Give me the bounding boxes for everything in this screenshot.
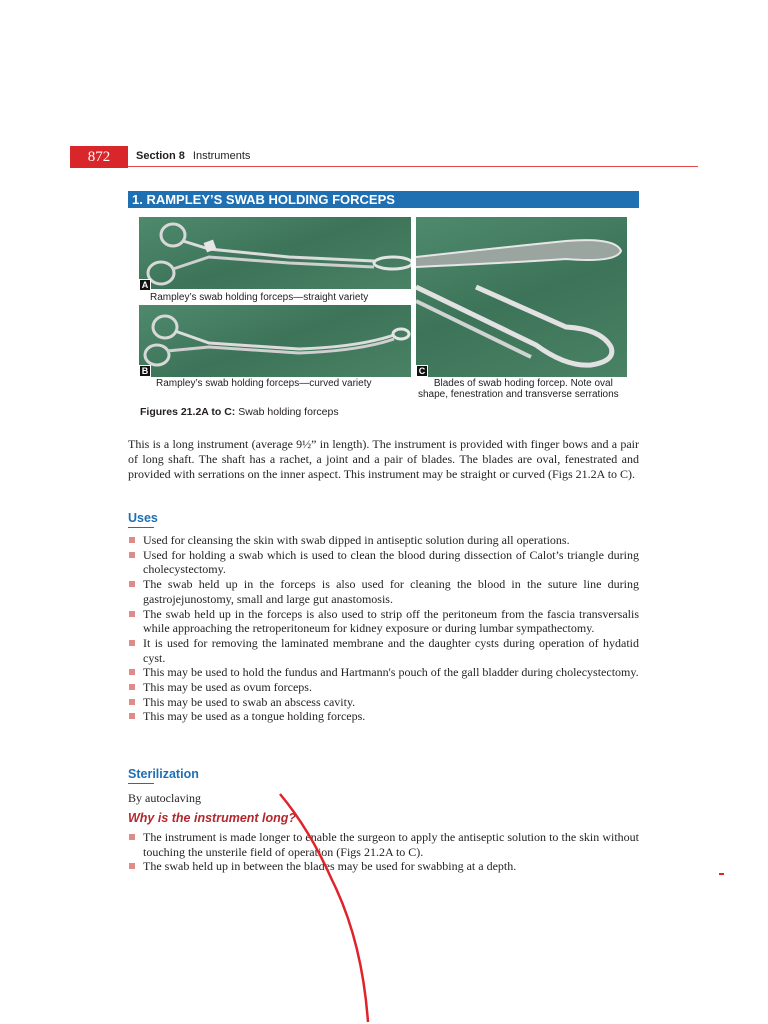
figure-a-photo <box>139 217 411 289</box>
figure-caption <box>140 406 339 418</box>
section-title-bar: 1. RAMPLEY’S SWAB HOLDING FORCEPS <box>128 191 639 208</box>
figure-a-caption: Rampley’s swab holding forceps—straight variety <box>150 292 369 303</box>
list-item: This may be used to swab an abscess cavity. <box>128 695 639 710</box>
page-number: 872 <box>70 146 128 168</box>
uses-heading: Uses <box>128 511 158 525</box>
straight-forceps-illustration <box>139 217 411 289</box>
figure-b-label: B <box>139 365 151 377</box>
section-title: Instruments <box>192 150 251 162</box>
intro-paragraph: This is a long instrument (average 9½” in length). The instrument is provided with finger bows and a pair of long shaft. The shaft has a rachet, a joint and a pair of blades. The blades are oval, fenestrated and provided with serrations on the inner aspect. This instrument may be straight or curved (Figs 21.2A to C). <box>128 437 639 481</box>
section-label: Section 8 <box>136 150 185 162</box>
list-item: Used for holding a swab which is used to clean the blood during dissection of Calot’s triangle during cholecystectomy. <box>128 548 639 577</box>
list-item: This may be used as a tongue holding forceps. <box>128 709 639 724</box>
why-list <box>128 830 639 874</box>
running-head <box>136 150 250 162</box>
figure-caption-text: Swab holding forceps <box>238 406 339 418</box>
list-item: This may be used to hold the fundus and Hartmann's pouch of the gall bladder during cholecystectomy. <box>128 665 639 680</box>
forceps-blades-illustration <box>416 217 627 377</box>
sterilization-heading-underline <box>128 783 154 784</box>
list-item: It is used for removing the laminated membrane and the daughter cysts during operation of hydatid cyst. <box>128 636 639 665</box>
sterilization-heading: Sterilization <box>128 767 199 781</box>
figure-a-label: A <box>139 279 151 291</box>
figure-c-photo <box>416 217 627 377</box>
uses-list <box>128 533 639 724</box>
list-item: Used for cleansing the skin with swab dipped in antiseptic solution during all operations. <box>128 533 639 548</box>
figure-b-caption: Rampley’s swab holding forceps—curved variety <box>156 378 372 389</box>
list-item: The swab held up in between the blades may be used for swabbing at a depth. <box>128 859 639 874</box>
figure-c-caption-line-1: Blades of swab hoding forcep. Note oval <box>433 378 613 389</box>
figure-c-label: C <box>416 365 428 377</box>
figure-caption-label: Figures 21.2A to C: <box>140 406 236 418</box>
figure-b-photo <box>139 305 411 377</box>
curved-forceps-illustration <box>139 305 411 377</box>
margin-mark <box>719 873 724 875</box>
list-item: This may be used as ovum forceps. <box>128 680 639 695</box>
figure-c-caption-line-2: shape, fenestration and transverse serrations <box>418 389 619 400</box>
why-heading: Why is the instrument long? <box>128 811 297 825</box>
list-item: The instrument is made longer to enable the surgeon to apply the antiseptic solution to the skin without touching the unsterile field of operation (Figs 21.2A to C). <box>128 830 639 859</box>
header-rule <box>128 166 698 167</box>
figure-c-caption <box>418 378 619 400</box>
pen-stroke-annotation <box>270 790 380 1024</box>
list-item: The swab held up in the forceps is also used to strip off the peritoneum from the fascia transversalis while approaching the retroperitoneum for kidney exposure or during lumbar sympathectomy. <box>128 607 639 636</box>
sterilization-text: By autoclaving <box>128 791 201 805</box>
uses-heading-underline <box>128 527 154 528</box>
list-item: The swab held up in the forceps is also used for cleaning the blood in the suture line during gastrojejunostomy, small and large gut anastomosis. <box>128 577 639 606</box>
